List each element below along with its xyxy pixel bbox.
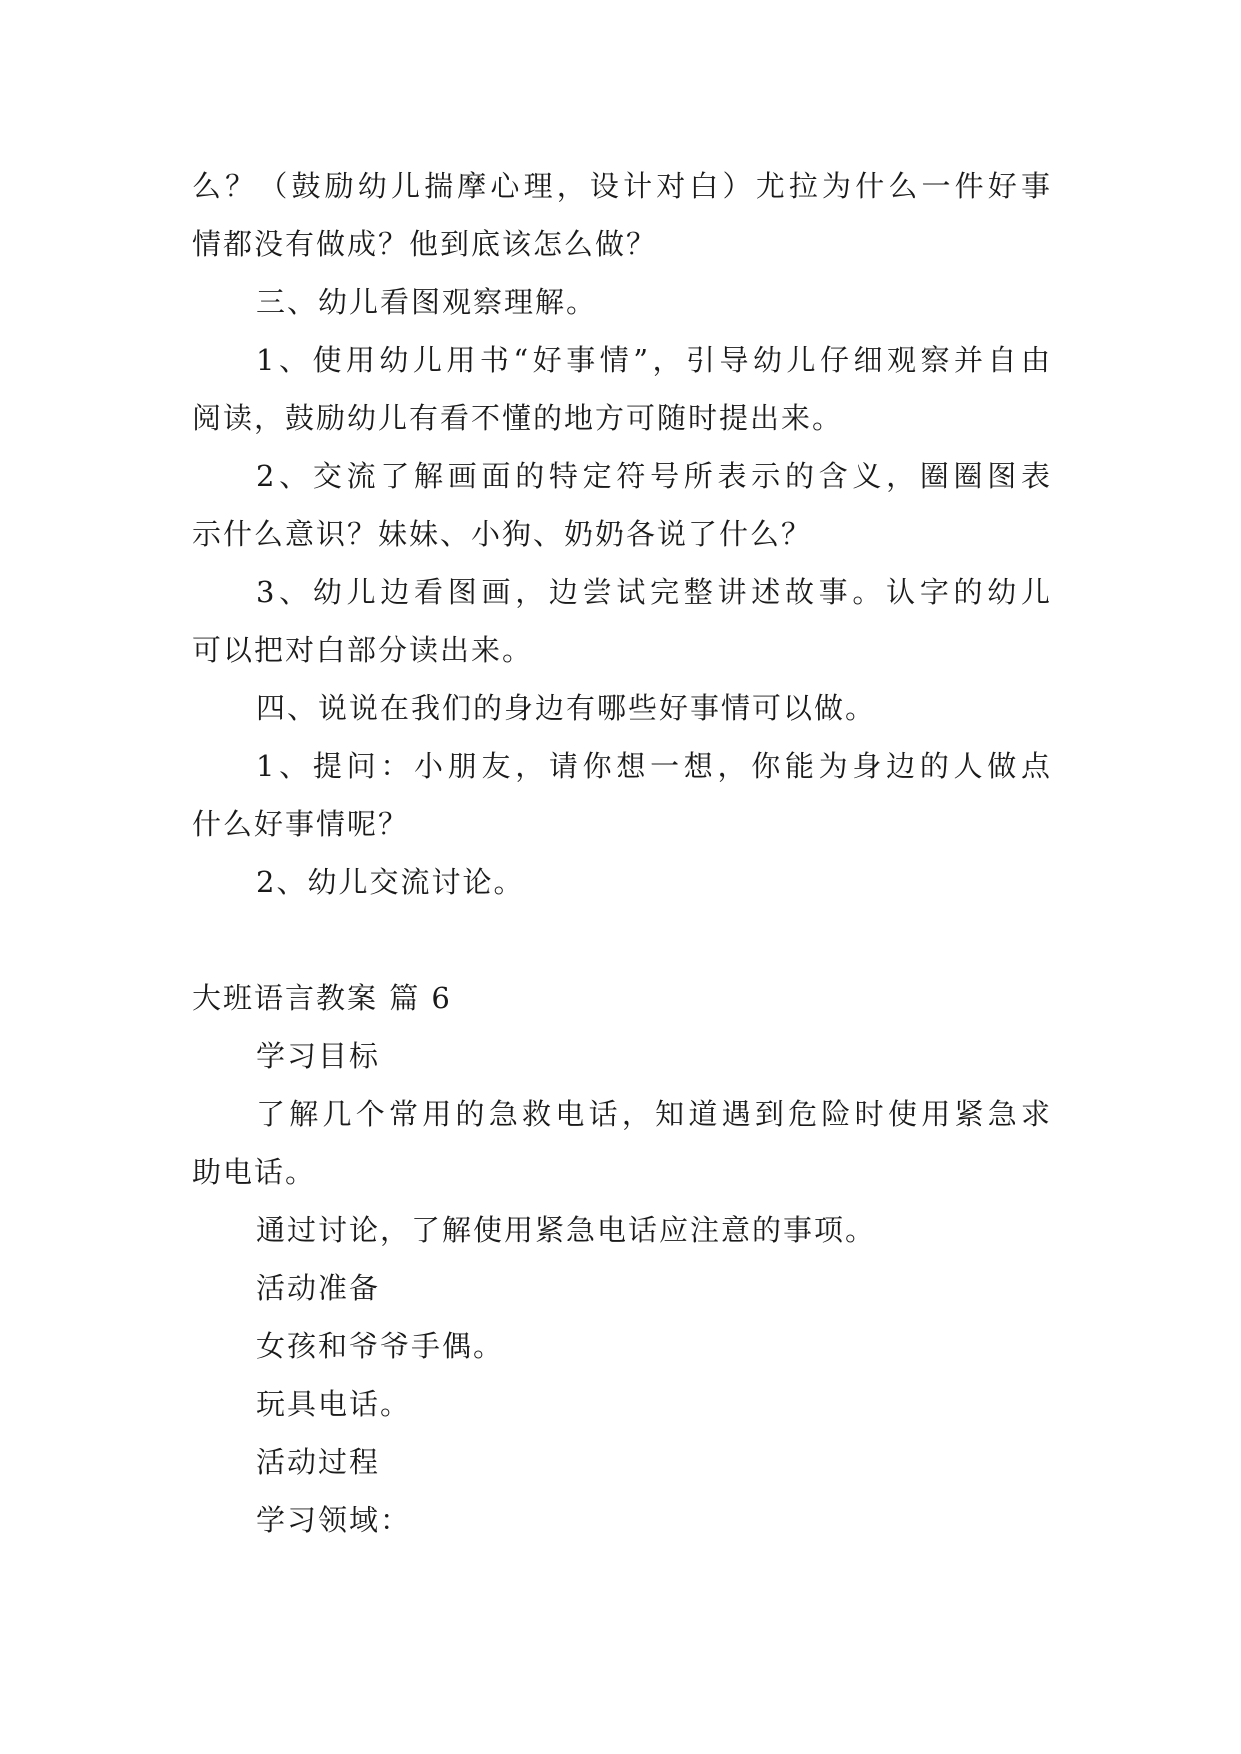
subheading: 活动过程	[256, 1445, 381, 1479]
section-heading: 四、说说在我们的身边有哪些好事情可以做。	[256, 691, 877, 725]
paragraph-line: 情都没有做成？他到底该怎么做？	[192, 227, 658, 261]
paragraph-line: 了解几个常用的急救电话，知道遇到危险时使用紧急求	[256, 1097, 1052, 1131]
paragraph-line: 1、使用幼儿用书“好事情”，引导幼儿仔细观察并自由	[256, 343, 1052, 377]
paragraph-line: 女孩和爷爷手偶。	[256, 1329, 505, 1363]
section-heading: 三、幼儿看图观察理解。	[256, 285, 598, 319]
paragraph-line: 么？（鼓励幼儿揣摩心理，设计对白）尤拉为什么一件好事	[192, 169, 1052, 203]
paragraph-line: 助电话。	[192, 1155, 317, 1189]
subheading: 活动准备	[256, 1271, 381, 1305]
paragraph-line: 阅读，鼓励幼儿有看不懂的地方可随时提出来。	[192, 401, 844, 435]
subheading: 学习目标	[256, 1039, 381, 1073]
paragraph-line: 2、交流了解画面的特定符号所表示的含义，圈圈图表	[256, 459, 1052, 493]
section-title: 大班语言教案 篇 6	[192, 981, 452, 1015]
paragraph-line: 玩具电话。	[256, 1387, 412, 1421]
paragraph-line: 什么好事情呢？	[192, 807, 410, 841]
paragraph-line: 学习领域：	[256, 1503, 412, 1537]
paragraph-line: 3、幼儿边看图画，边尝试完整讲述故事。认字的幼儿	[256, 575, 1052, 609]
paragraph-line: 可以把对白部分读出来。	[192, 633, 534, 667]
paragraph-line: 1、提问：小朋友，请你想一想，你能为身边的人做点	[256, 749, 1052, 783]
paragraph-line: 2、幼儿交流讨论。	[256, 865, 525, 899]
paragraph-line: 示什么意识？妹妹、小狗、奶奶各说了什么？	[192, 517, 813, 551]
paragraph-line: 通过讨论，了解使用紧急电话应注意的事项。	[256, 1213, 877, 1247]
